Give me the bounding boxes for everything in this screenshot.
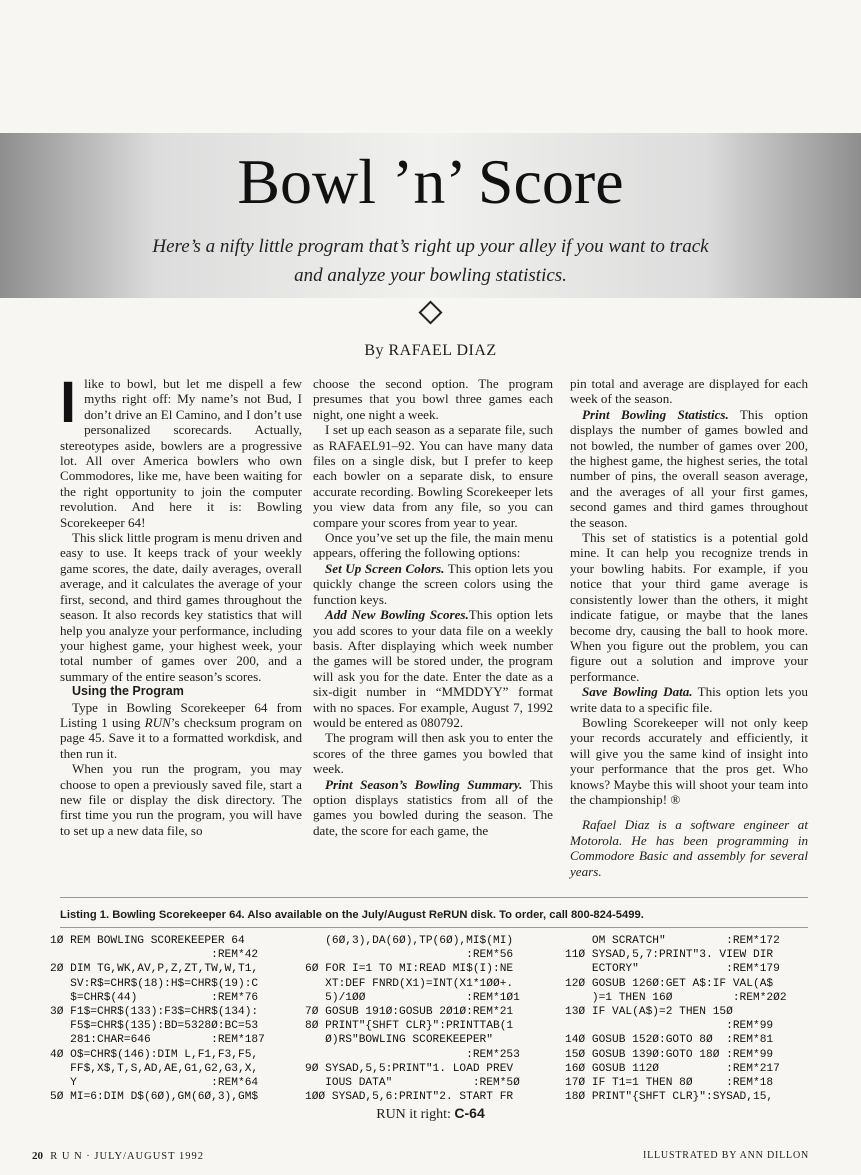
paragraph	[60, 700, 302, 762]
byline: By RAFAEL DIAZ	[364, 342, 497, 359]
paragraph: pin total and average are displayed for each week of the season.	[570, 376, 808, 407]
paragraph	[60, 370, 302, 530]
paragraph: choose the second option. The program presumes that you bowl three games each night, one night a week.	[313, 376, 553, 422]
magazine-name: RUN	[144, 714, 171, 730]
page-footer	[32, 1150, 204, 1162]
runin-heading: Print Season’s Bowling Summary.	[325, 776, 523, 792]
paragraph	[313, 777, 553, 839]
paragraph-text: like to bowl, but let me dispell a few myths right off: My name’s not Bud, I don’t drive an El Camino, and I don’t use personalized scorecards. Actually, stereotypes aside, bowlers are a progressive lot. All over America bowlers who own Commodores, like me, have been waiting for the right opportunity to join the computer revolution. And here it is: Bowling Scorekeeper 64!	[60, 376, 302, 530]
paragraph-text: This option displays the number of games bowled and not bowled, the number of games over 200, the highest game, the highest series, the total number of pins, the overall season average, and the averages of all your first games, second games and third games throughout the season.	[570, 406, 808, 530]
article-deck: Here’s a nifty little program that’s right up your alley if you want to track and analyze your bowling statistics.	[152, 236, 709, 286]
magazine-issue: R U N · JULY/AUGUST 1992	[50, 1151, 204, 1162]
paragraph	[570, 684, 808, 715]
article-title: Bowl ’n’ Score	[237, 146, 624, 217]
divider	[60, 897, 808, 898]
paragraph-text: This option lets you add scores to your data file on a weekly basis. After displaying which week number the games will be stored under, the program will ask you for the date. Enter the date as a six-digit number in “MMDDYY” format with no spaces. For example, August 7, 1992 would be entered as 080792.	[313, 607, 553, 730]
divider	[60, 927, 808, 928]
author-bio: Rafael Diaz is a software engineer at Motorola. He has been programming in Commodore Basic and assembly for several years.	[570, 817, 808, 879]
paragraph: When you run the program, you may choose to open a previously saved file, start a new file or display the disk directory. The first time you run the program, you will have to set up a new data file, so	[60, 761, 302, 838]
run-it-right-label: RUN it right:	[376, 1107, 451, 1122]
runin-heading: Print Bowling Statistics.	[582, 406, 729, 422]
run-it-right-note	[0, 1105, 861, 1123]
paragraph-text: This option lets you quickly change the screen colors using the function keys.	[313, 560, 553, 607]
diamond-ornament-icon	[418, 300, 442, 324]
listing-caption: Listing 1. Bowling Scorekeeper 64. Also available on the July/August ReRUN disk. To order, call 800-824-5499.	[60, 909, 644, 921]
paragraph: The program will then ask you to enter the scores of the three games you bowled that week.	[313, 730, 553, 777]
article-column-2	[313, 376, 553, 891]
code-listing-column-1: 1Ø REM BOWLING SCOREKEEPER 64 :REM*42 2Ø DIM TG,WK,AV,P,Z,ZT,TW,W,T1, SV:R$=CHR$(18):H$=CHR$(19):C $=CHR$(44) :REM*76 3Ø F1$=CHR$(133):F3$=CHR$(134): F5$=CHR$(135):BD=5328Ø:BC=53 281:CHAR=646 :REM*187 4Ø O$=CHR$(146):DIM L,F1,F3,F5, FF$,X$,T,S,AD,AE,G1,G2,G3,X, Y :REM*64 5Ø MI=6:DIM D$(6Ø),GM(6Ø,3),GM$	[50, 935, 265, 1104]
paragraph: Bowling Scorekeeper will not only keep your records accurately and efficiently, it will give you the same kind of insight into your performance that the pros get. Who knows? Maybe this will shoot your team into the championship! ®	[570, 714, 808, 807]
page-number: 20	[32, 1150, 43, 1162]
paragraph: Once you’ve set up the file, the main menu appears, offering the following options:	[313, 530, 553, 561]
paragraph: This set of statistics is a potential gold mine. It can help you recognize trends in your bowling habits. For example, if you notice that your third game average is consistently lower than the others, it might indicate fatigue, or maybe that the lanes become dry, causing the ball to hook more. When you figure out the problem, you can figure out a solution and improve your performance.	[570, 530, 808, 684]
drop-cap: I	[60, 370, 77, 435]
runin-heading: Set Up Screen Colors.	[325, 560, 445, 576]
article-column-3	[570, 376, 808, 891]
section-heading: Using the Program	[72, 684, 184, 699]
code-listing-column-2: (6Ø,3),DA(6Ø),TP(6Ø),MI$(MI) :REM*56 6Ø FOR I=1 TO MI:READ MI$(I):NE XT:DEF FNRD(X1)=INT(X1*1ØØ+. 5)/1ØØ :REM*1Ø1 7Ø GOSUB 191Ø:GOSUB 2Ø1Ø:REM*21 8Ø PRINT"{SHFT CLR}":PRINTTAB(1 Ø)RS"BOWLING SCOREKEEPER" :REM*253 9Ø SYSAD,5,5:PRINT"1. LOAD PREV IOUS DATA" :REM*5Ø 1ØØ SYSAD,5,6:PRINT"2. START FR	[305, 935, 520, 1104]
paragraph: This slick little program is menu driven and easy to use. It keeps track of your weekly game scores, the date, daily averages, overall average, and it calculates the average of your first, second, and third games throughout the season. It also records key statistics that will help you analyze your performance, including your highest game, your highest week, your total number of games over 200, and a summary of the entire season’s scores.	[60, 530, 302, 684]
runin-heading: Save Bowling Data.	[582, 684, 693, 700]
run-it-right-platform: C-64	[454, 1105, 485, 1121]
paragraph-text: ’s checksum program on page 45. Save it to a formatted workdisk, and then run it.	[60, 714, 302, 761]
paragraph-text: This option lets you write data to a specific file.	[570, 684, 808, 715]
paragraph	[570, 407, 808, 530]
paragraph-text: This option displays statistics from all of the games you bowled during the season. The date, the score for each game, the	[313, 776, 553, 838]
paragraph	[313, 561, 553, 607]
article-column-1	[60, 370, 302, 891]
paragraph-text: Type in Bowling Scorekeeper 64 from Listing 1 using	[60, 699, 302, 730]
paragraph	[313, 607, 553, 730]
paragraph: I set up each season as a separate file, such as RAFAEL91–92. You can have many data files on a single disk, but I prefer to keep each bowler on a separate disk, to ensure accurate recording. Bowling Scorekeeper lets you view data from any file, so you can compare your scores from year to year.	[313, 422, 553, 530]
illustration-credit: ILLUSTRATED BY ANN DILLON	[642, 1150, 809, 1161]
code-listing-column-3: OM SCRATCH" :REM*172 11Ø SYSAD,5,7:PRINT"3. VIEW DIR ECTORY" :REM*179 12Ø GOSUB 126Ø:GET A$:IF VAL(A$ )=1 THEN 16Ø :REM*2Ø2 13Ø IF VAL(A$)=2 THEN 15Ø :REM*99 14Ø GOSUB 152Ø:GOTO 8Ø :REM*81 15Ø GOSUB 139Ø:GOTO 18Ø :REM*99 16Ø GOSUB 112Ø :REM*217 17Ø IF T1=1 THEN 8Ø :REM*18 18Ø PRINT"{SHFT CLR}":SYSAD,15,	[565, 935, 787, 1104]
runin-heading: Add New Bowling Scores.	[325, 607, 469, 623]
